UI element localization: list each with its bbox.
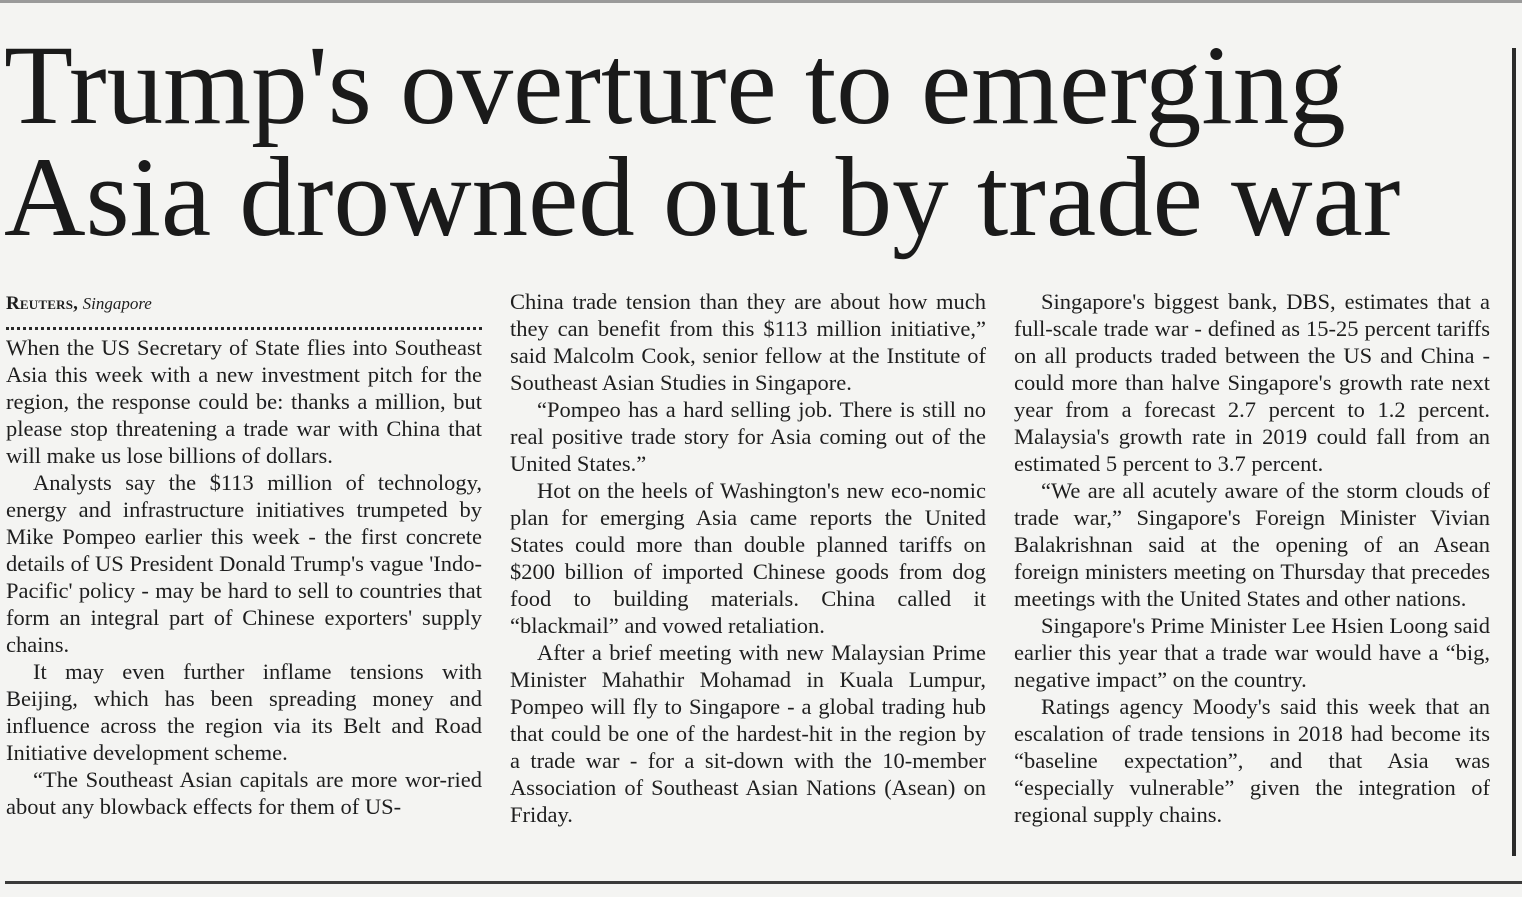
article-column-2: [510, 288, 986, 828]
article-paragraph: China trade tension than they are about how much they can benefit from this $113 million initiative,” said Malcolm Cook, senior fellow at the Institute of Southeast Asian Studies in Singapore.: [510, 289, 986, 395]
headline: [4, 23, 1509, 260]
article-paragraph: Singapore's Prime Minister Lee Hsien Loong said earlier this year that a trade war would have a “big, negative impact” on the country.: [1014, 613, 1490, 692]
article-column-3: [1014, 288, 1490, 828]
byline: [6, 288, 482, 318]
headline-line-1: Trump's overture to emerging: [4, 23, 1346, 148]
article-column-1: [6, 288, 482, 820]
article-paragraph: “We are all acutely aware of the storm clouds of trade war,” Singapore's Foreign Minister Vivian Balakrishnan said at the opening of an Asean foreign ministers meeting on Thursday that precedes meetings with the United States and other nations.: [1014, 478, 1490, 611]
article-paragraph: “The Southeast Asian capitals are more wor-ried about any blowback effects for them of US-: [6, 767, 482, 819]
article-paragraph: Hot on the heels of Washington's new eco-nomic plan for emerging Asia came reports the United States could more than double planned tariffs on $200 billion of imported Chinese goods from dog food to building materials. China called it “blackmail” and vowed retaliation.: [510, 478, 986, 638]
article-paragraph: It may even further inflame tensions with Beijing, which has been spreading money and influence across the region via its Belt and Road Initiative development scheme.: [6, 659, 482, 765]
article-paragraph: Analysts say the $113 million of technology, energy and infrastructure initiatives trumpeted by Mike Pompeo earlier this week - the first concrete details of US President Donald Trump's vague 'Indo-Pacific' policy - may be hard to sell to countries that form an integral part of Chinese exporters' supply chains.: [6, 470, 482, 657]
article-paragraph: Ratings agency Moody's said this week that an escalation of trade tensions in 2018 had become its “baseline expectation”, and that Asia was “especially vulnerable” given the integration of regional supply chains.: [1014, 694, 1490, 827]
headline-line-2: Asia drowned out by trade war: [4, 135, 1401, 260]
top-border-rule: [0, 0, 1522, 3]
article-paragraph: “Pompeo has a hard selling job. There is still no real positive trade story for Asia coming out of the United States.”: [510, 397, 986, 476]
bottom-border-rule: [5, 881, 1522, 884]
article-paragraph: Singapore's biggest bank, DBS, estimates that a full-scale trade war - defined as 15-25 percent tariffs on all products traded between the US and China - could more than halve Singapore's growth rate next year from a forecast 2.7 percent to 1.2 percent. Malaysia's growth rate in 2019 could fall from an estimated 5 percent to 3.7 percent.: [1014, 289, 1490, 476]
byline-agency: Reuters,: [6, 293, 79, 314]
article-paragraph: After a brief meeting with new Malaysian Prime Minister Mahathir Mohamad in Kuala Lumpur, Pompeo will fly to Singapore - a global trading hub that could be one of the hardest-hit in the region by a trade war - for a sit-down with the 10-member Association of Southeast Asian Nations (Asean) on Friday.: [510, 640, 986, 827]
dotted-separator: [6, 327, 482, 330]
column-border-rule: [1512, 48, 1516, 856]
byline-dateline: Singapore: [82, 294, 152, 313]
article-paragraph: When the US Secretary of State flies into Southeast Asia this week with a new investment pitch for the region, the response could be: thanks a million, but please stop threatening a trade war with China that will make us lose billions of dollars.: [6, 335, 482, 468]
